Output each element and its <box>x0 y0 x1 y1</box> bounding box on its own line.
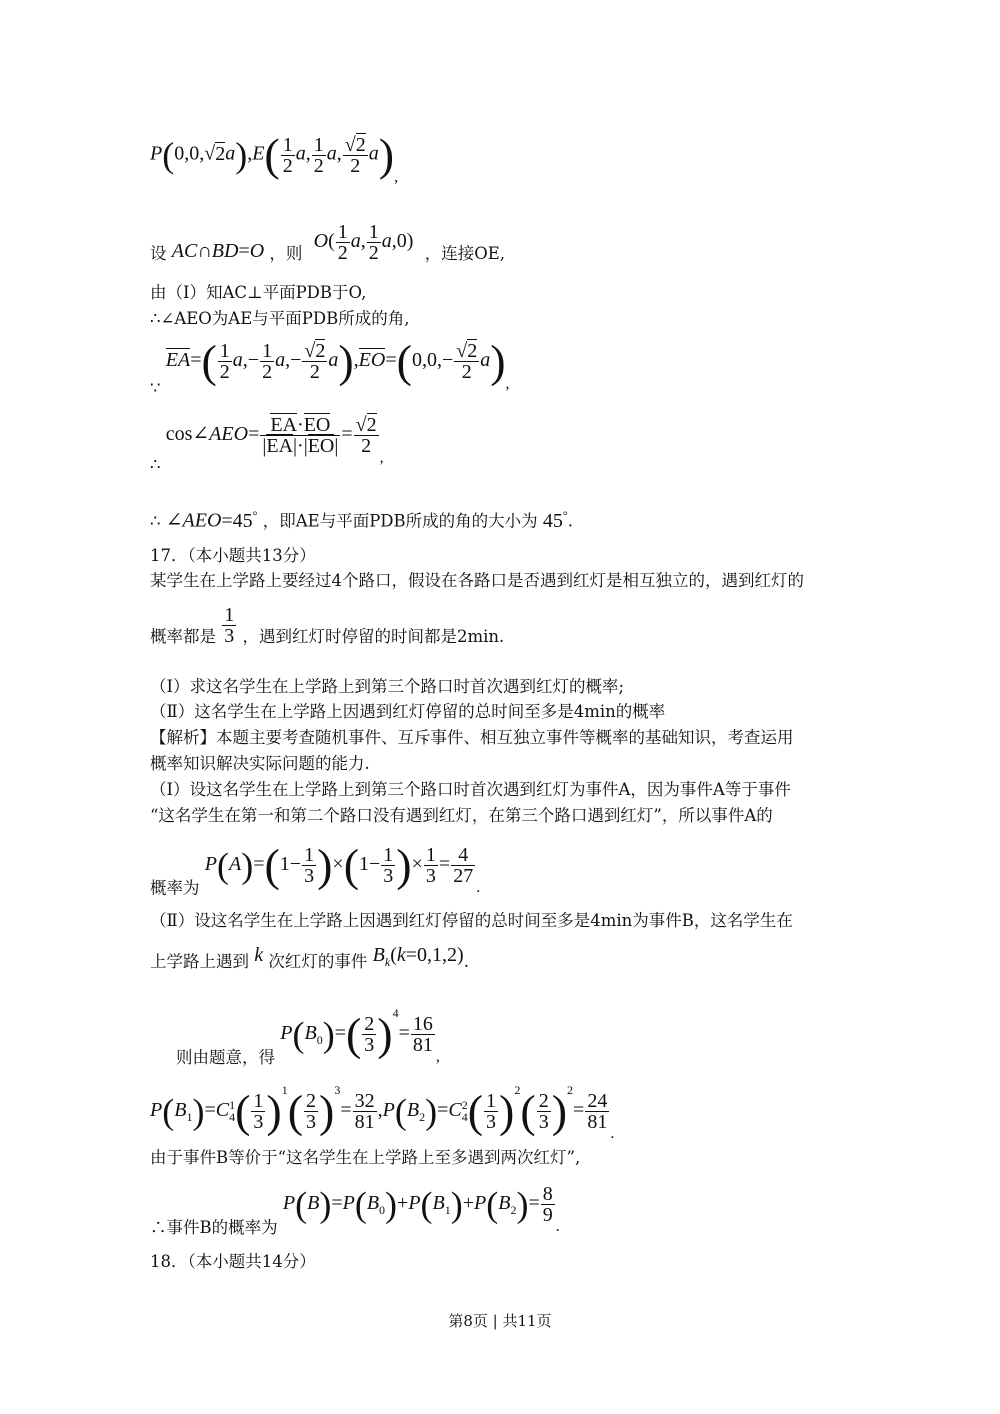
formula-bk: $B_k(k=0,1,2)$ <box>372 944 464 969</box>
because-symbol: ∵ <box>150 378 161 398</box>
q18-header: 18．（本小题共14分） <box>150 1252 316 1271</box>
text-event-b-prob: ∴事件B的概率为 <box>150 1218 278 1238</box>
text-prob-wei: 概率为 <box>150 878 200 898</box>
solution-ii-line-1: （Ⅱ）设这名学生在上学路上因遇到红灯停留的总时间至多是4min为事件B，这名学生在 <box>150 911 793 930</box>
therefore-symbol-2: ∴ <box>150 511 161 531</box>
formula-o: O( $\frac{1}{2}$ a, $\frac{1}{2}$ a,0) <box>313 221 414 264</box>
text-stop-time: ，遇到红灯时停留的时间都是2min. <box>242 627 505 647</box>
text-prob-is: 概率都是 <box>150 627 216 647</box>
therefore-symbol-1: ∴ <box>150 455 161 475</box>
text-ze: ，则 <box>269 244 303 264</box>
q17-part-i: （Ⅰ）求这名学生在上学路上到第三个路口时首次遇到红灯的概率; <box>150 677 625 696</box>
solution-i-line-2: “这名学生在第一和第二个路口没有遇到红灯，在第三个路口遇到红灯”，所以事件A的 <box>150 806 773 825</box>
line-cos <box>150 415 384 475</box>
text-lianjie: ，连接OE, <box>424 244 506 264</box>
q17-para-1: 某学生在上学路上要经过4个路口，假设在各路口是否遇到红灯是相互独立的，遇到红灯的 <box>150 571 804 590</box>
formula-vectors: EA=( $\frac{1}{2}$ a,− $\frac{1}{2}$ a,− $\frac{√2}{2}$ a),EO=(0,0,− $\frac{√2}{2}$ $a)_,$ <box>165 335 510 392</box>
q17-header: 17．（本小题共13分） <box>150 546 316 565</box>
formula-one-third: $\frac{1}{3}$ <box>224 604 235 647</box>
formula-cos: cos∠AEO= $\frac{EA\cdot EO}{|EA|\cdot|EO|}$ = $\frac{√2}{2}$ $_,$ <box>165 414 384 467</box>
line-aeo-45: ∴ ∠AEO=45° ，即AE与平面PDB所成的角的大小为 45°. <box>150 508 573 532</box>
text-by-meaning: 则由题意，得 <box>176 1048 275 1067</box>
page-footer: 第8页 | 共11页 <box>448 1312 552 1330</box>
formula-ac-bd: AC∩BD=O <box>171 240 265 263</box>
analysis-line-2: 概率知识解决实际问题的能力. <box>150 754 370 773</box>
q17-para-2 <box>150 605 504 647</box>
line-angle-aeo: ∴∠AEO为AE与平面PDB所成的角, <box>150 309 410 328</box>
formula-aeo-45: ∠AEO=45° <box>165 508 258 532</box>
line-set-o <box>150 222 505 264</box>
solution-ii-line-2: 上学路上遇到 k 次红灯的事件 $B_k(k=0,1,2)$. <box>150 944 469 971</box>
formula-pb: $P(B)=P(B_0)+P(B_1)+P(B_2)=$ $\frac{8}{9}$ $_.$ <box>282 1183 560 1236</box>
formula-45: 45° <box>542 508 568 532</box>
formula-pb1-pb2: $P(B_1)=C$ 1 4 ( $\frac{1}{3}$ )$^1$( $\frac{2}{3}$ )$^3$= $\frac{32}{81}$ $,P(B_2)=C$ 2 4 ( $\frac{1}{3}$ )$^2$( $\frac{2}{3}$ )$^2$= $\frac{24}{81}$ $_.$ <box>150 1083 615 1142</box>
text-events: 次红灯的事件 <box>268 952 368 971</box>
solution-ii-line-3 <box>176 1003 440 1068</box>
text-meet: 上学路上遇到 <box>150 952 249 971</box>
solution-i-line-1: （Ⅰ）设这名学生在上学路上到第三个路口时首次遇到红灯为事件A，因为事件A等于事件 <box>150 780 791 799</box>
solution-ii-line-5 <box>150 1184 560 1238</box>
q17-part-ii: （Ⅱ）这名学生在上学路上因遇到红灯停留的总时间至多是4min的概率 <box>150 702 666 721</box>
solution-i-line-3 <box>150 839 481 899</box>
text-ae-angle: ，即AE与平面PDB所成的角的大小为 <box>262 511 538 531</box>
analysis-line-1: 【解析】本题主要考查随机事件、互斥事件、相互独立事件等概率的基础知识，考查运用 <box>150 728 794 747</box>
formula-p-e: P(0,0,√2a),E( $\frac{1}{2}$ a, $\frac{1}{2}$ a, $\frac{√2}{2}$ $a)_,$ <box>150 129 399 186</box>
line-vectors <box>150 335 510 399</box>
formula-pa: P(A)=(1− $\frac{1}{3}$ )×(1− $\frac{1}{3}$ )× $\frac{1}{3}$ = $\frac{4}{27}$ $_.$ <box>204 839 481 896</box>
text-she: 设 <box>150 244 167 264</box>
solution-ii-line-4: 由于事件B等价于“这名学生在上学路上至多遇到两次红灯”, <box>150 1148 581 1167</box>
formula-pb0: $P(B_0)=$( $\frac{2}{3}$ )$^4$= $\frac{16}{81}$ $_,$ <box>280 1006 440 1065</box>
line-ac-perp: 由（Ⅰ）知AC⊥平面PDB于O, <box>150 283 367 302</box>
formula-k: k <box>254 944 264 966</box>
